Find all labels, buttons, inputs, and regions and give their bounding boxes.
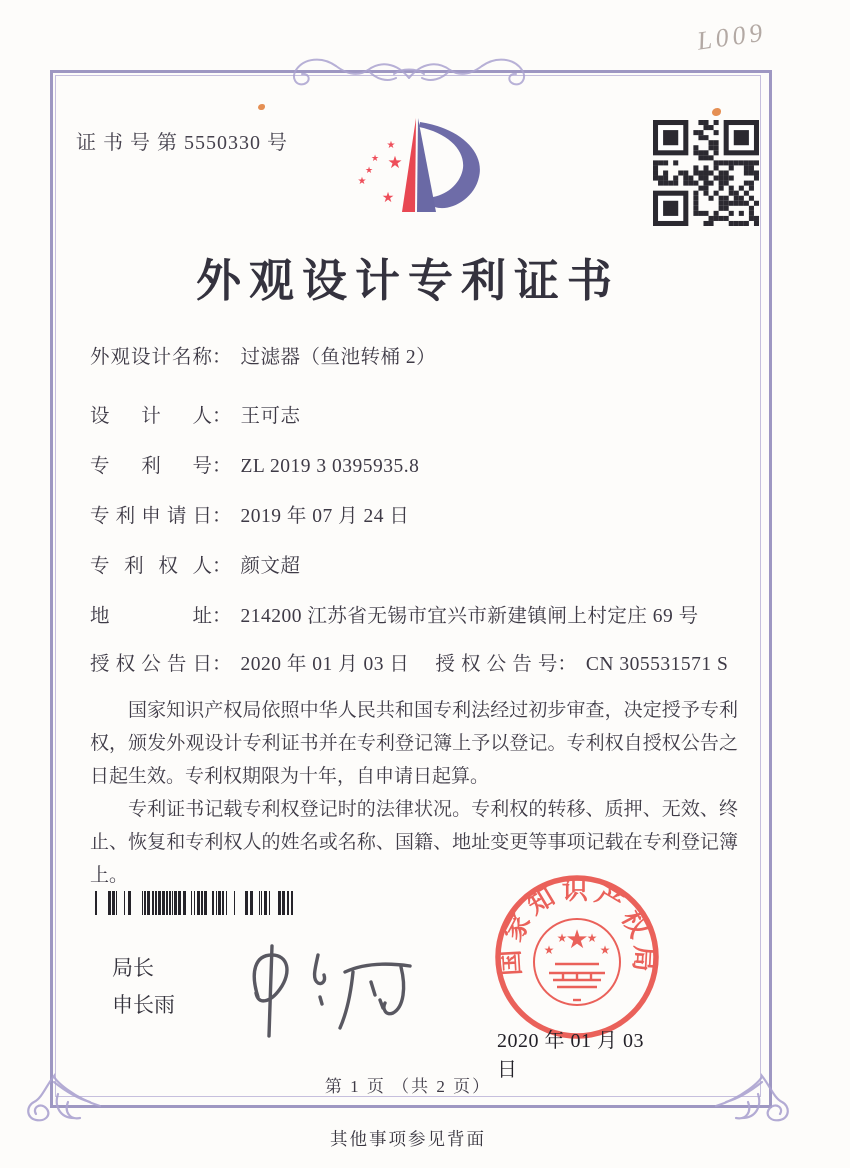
field-label: 专利申请日 — [90, 506, 212, 527]
field-value: 214200 江苏省无锡市宜兴市新建镇闸上村定庄 69 号 — [240, 606, 699, 627]
svg-text:★: ★ — [386, 140, 396, 151]
field-patent-number: 专利号： ZL 2019 3 0395935.8 — [90, 454, 738, 480]
field-patentee: 专利权人： 颜文超 — [90, 554, 738, 580]
svg-text:★: ★ — [381, 191, 395, 206]
cnipa-logo-icon — [338, 106, 508, 236]
field-value: 王可志 — [240, 406, 301, 427]
field-filing-date: 专利申请日： 2019 年 07 月 24 日 — [90, 504, 738, 530]
field-address: 地址： 214200 江苏省无锡市宜兴市新建镇闸上村定庄 69 号 — [90, 604, 738, 630]
field-grant-date-and-number: 授权公告日： 2020 年 01 月 03 日 授权公告号： CN 305531571 S — [90, 652, 738, 678]
legal-paragraph-1: 国家知识产权局依照中华人民共和国专利法经过初步审查，决定授予专利权，颁发外观设计专利证书并在专利登记簿上予以登记。专利权自授权公告之日起生效。专利权期限为十年，自申请日起算。 — [90, 700, 738, 787]
svg-text:★: ★ — [357, 176, 367, 187]
svg-text:★: ★ — [364, 165, 374, 175]
barcode — [95, 891, 311, 915]
signature-handwritten — [225, 922, 430, 1042]
logo-red-spike — [402, 118, 416, 212]
field-designer: 设计人： 王可志 — [90, 404, 738, 430]
logo-stars — [358, 140, 403, 206]
field-label: 外观设计名称 — [90, 347, 212, 368]
signatory-block — [112, 950, 175, 1024]
svg-text:★: ★ — [565, 925, 589, 954]
seal-arc-text: 国家知识产权局 — [495, 875, 659, 977]
svg-text:★: ★ — [599, 943, 611, 957]
field-value: 颜文超 — [240, 556, 301, 577]
svg-text:★: ★ — [543, 943, 555, 957]
svg-text:★: ★ — [586, 931, 598, 945]
field-label: 授权公告日 — [90, 654, 212, 675]
field-value: 过滤器（鱼池转桶 2） — [240, 347, 437, 368]
certificate-title: 外观设计专利证书 — [195, 256, 620, 306]
legal-paragraph-2: 专利证书记载专利权登记时的法律状况。专利权的转移、质押、无效、终止、恢复和专利权人的姓名或名称、国籍、地址变更等事项记载在专利登记簿上。 — [90, 799, 738, 886]
seal-national-emblem — [534, 919, 620, 1005]
certificate-content — [90, 345, 738, 892]
seal-date: 2020 年 01 月 03 日 — [497, 1030, 644, 1081]
handwritten-number-note: L009 — [695, 17, 769, 56]
page-number: 第 1 页 （共 2 页） — [324, 1077, 492, 1096]
certificate-number: 证 书 号 第 5550330 号 — [76, 132, 288, 154]
field-label: 授权公告号 — [435, 654, 558, 675]
logo-blue-spike — [417, 118, 436, 212]
field-value: CN 305531571 S — [585, 654, 729, 675]
field-label: 专利号 — [90, 456, 212, 477]
field-label: 地址 — [90, 606, 212, 627]
field-value: 2019 年 07 月 24 日 — [240, 506, 410, 527]
field-value: 2020 年 01 月 03 日 — [240, 654, 410, 675]
field-value: ZL 2019 3 0395935.8 — [240, 456, 420, 477]
signatory-title: 局长 — [112, 956, 154, 980]
svg-text:★: ★ — [387, 153, 403, 172]
svg-text:★: ★ — [370, 153, 380, 163]
signatory-name: 申长雨 — [112, 993, 175, 1017]
field-label: 设计人 — [90, 406, 212, 427]
field-label: 专利权人 — [90, 556, 212, 577]
svg-text:★: ★ — [556, 931, 568, 945]
qr-code — [653, 120, 759, 226]
field-design-name: 外观设计名称： 过滤器（鱼池转桶 2） — [90, 345, 738, 371]
back-side-note: 其他事项参见背面 — [330, 1129, 486, 1149]
top-flourish-ornament — [284, 48, 534, 96]
